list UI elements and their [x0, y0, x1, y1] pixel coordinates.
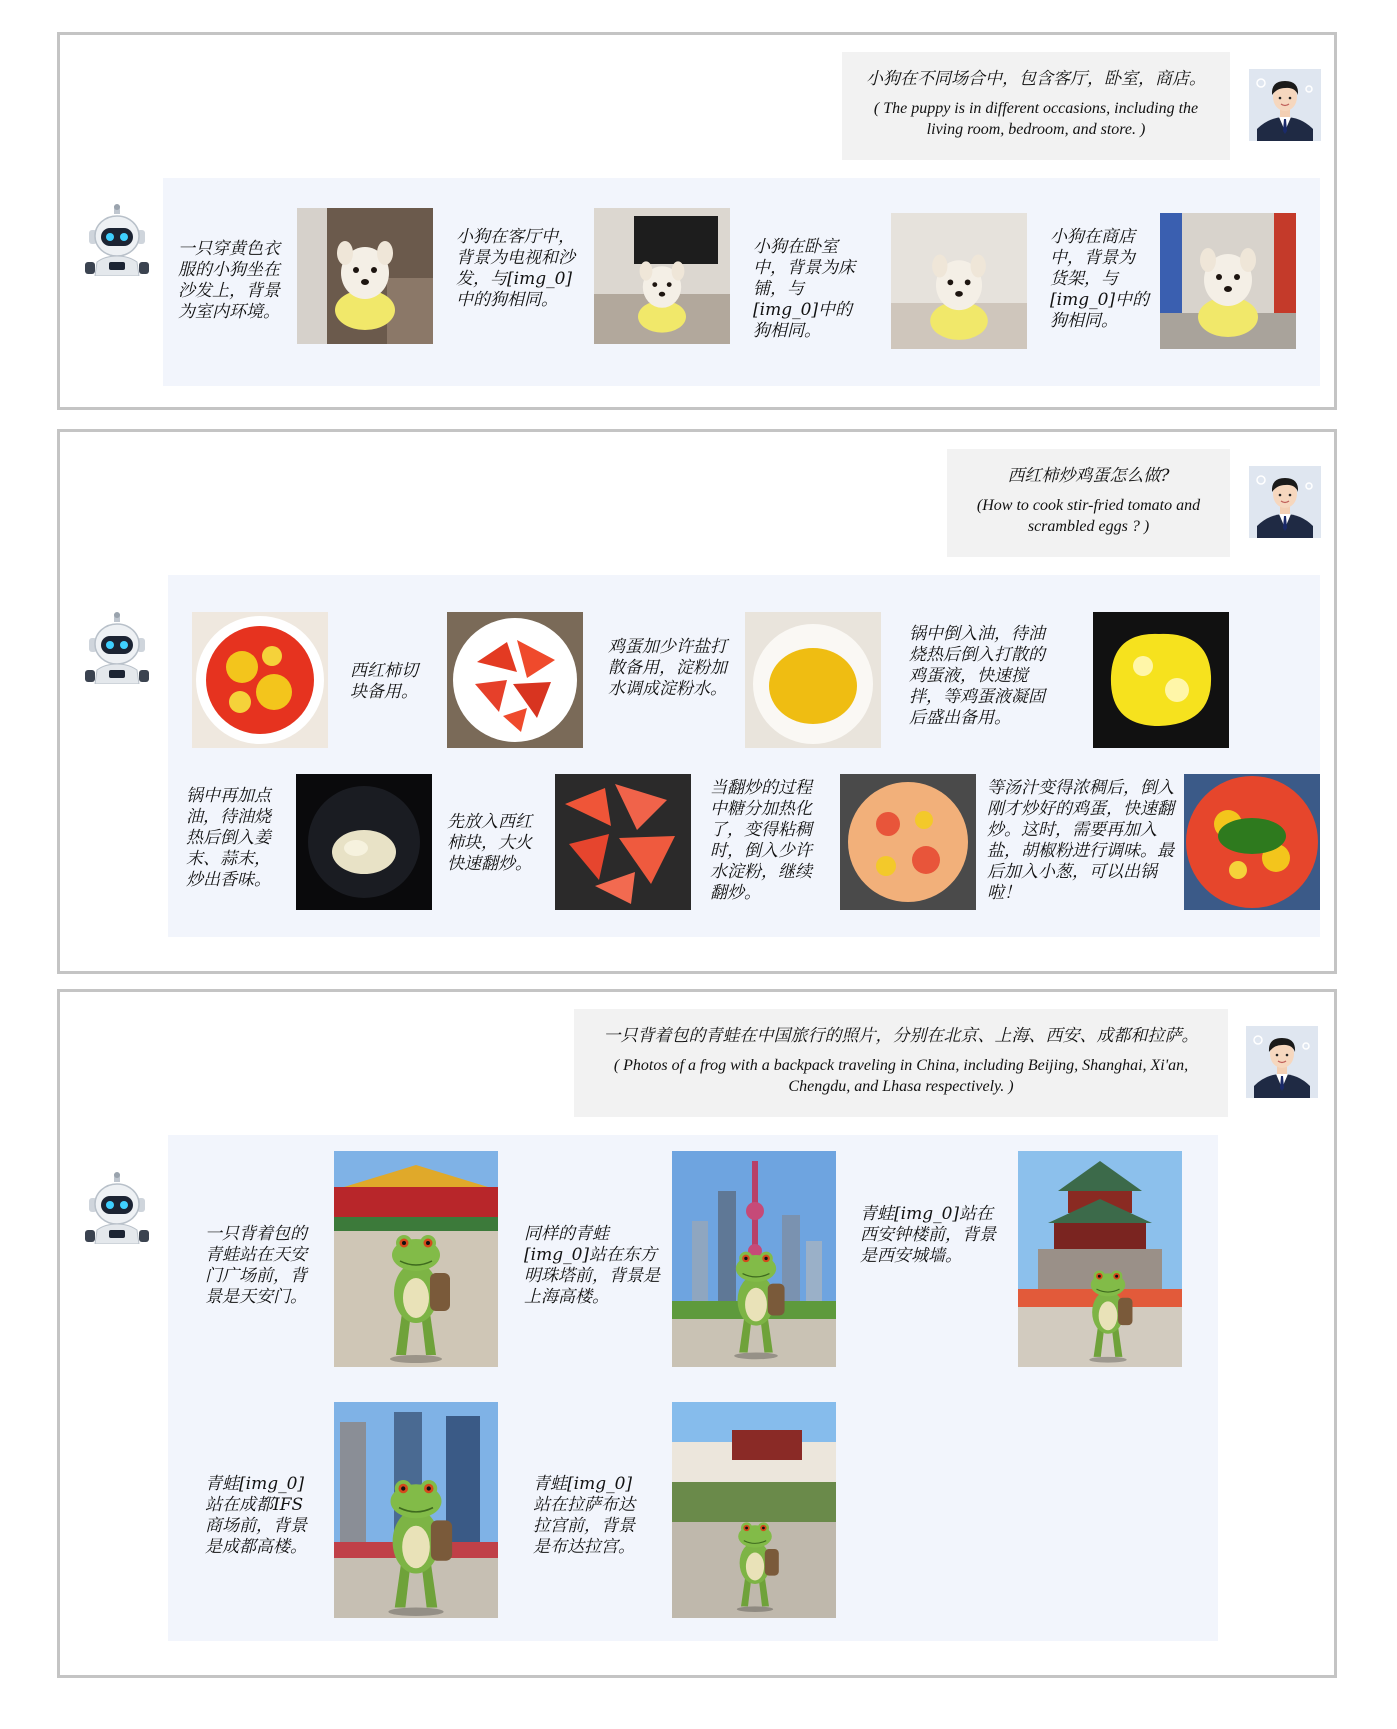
finished-dish-image	[1184, 774, 1320, 910]
reply-caption: 锅中倒入油，待油烧热后倒入打散的鸡蛋液，快速搅拌，等鸡蛋液凝固后盛出备用。	[909, 624, 1045, 728]
robot-avatar-icon	[81, 1172, 153, 1244]
reply-caption: 当翻炒的过程中糖分加热化了，变得粘稠时，倒入少许水淀粉，继续翻炒。	[710, 778, 812, 903]
user-message-en: ( Photos of a frog with a backpack traveling in China, including Beijing, Shanghai, Xi'an, Chengdu, and Lhasa respectively. )	[613, 1057, 1189, 1095]
example-panel-frog	[57, 989, 1337, 1678]
reply-caption: 青蛙[img_0]站在拉萨布达拉宫前，背景是布达拉宫。	[533, 1474, 635, 1557]
reply-caption: 同样的青蛙[img_0]站在东方明珠塔前，背景是上海高楼。	[524, 1224, 660, 1307]
reply-caption: 西红柿切块备用。	[350, 661, 418, 702]
user-avatar-icon	[1249, 69, 1321, 141]
user-message	[947, 449, 1230, 557]
frog-xian-image	[1018, 1151, 1182, 1367]
frog-beijing-image	[334, 1151, 498, 1367]
user-avatar-icon	[1246, 1026, 1318, 1098]
user-message	[842, 52, 1230, 160]
example-panel-recipe	[57, 429, 1337, 974]
tomato-egg-dish-image	[192, 612, 328, 748]
user-message-en: (How to cook stir-fried tomato and scrambled eggs ? )	[976, 497, 1201, 535]
reply-caption: 等汤汁变得浓稠后，倒入刚才炒好的鸡蛋，快速翻炒。这时，需要再加入盐，胡椒粉进行调味。最后加入小葱，可以出锅啦！	[987, 778, 1174, 903]
reply-caption: 锅中再加点油，待油烧热后倒入姜末、蒜末，炒出香味。	[186, 786, 271, 890]
user-message-zh: 小狗在不同场合中，包含客厅，卧室，商店。	[866, 69, 1206, 89]
reply-caption: 小狗在商店中，背景为货架，与[img_0]中的狗相同。	[1050, 227, 1150, 331]
puppy-sofa-image	[297, 208, 433, 344]
beaten-egg-image	[745, 612, 881, 748]
user-message-zh: 西红柿炒鸡蛋怎么做?	[1007, 466, 1170, 486]
reply-caption: 先放入西红柿块，大火快速翻炒。	[447, 812, 532, 874]
user-message	[574, 1009, 1228, 1117]
chopped-tomato-image	[447, 612, 583, 748]
user-avatar-icon	[1249, 466, 1321, 538]
reply-caption: 小狗在卧室中，背景为床铺，与[img_0]中的狗相同。	[753, 237, 855, 341]
reply-caption: 青蛙[img_0]站在西安钟楼前，背景是西安城墙。	[860, 1204, 996, 1266]
frog-chengdu-image	[334, 1402, 498, 1618]
reply-caption: 一只穿黄色衣服的小狗坐在沙发上，背景为室内环境。	[178, 239, 280, 322]
example-panel-puppy	[57, 32, 1337, 410]
frog-lhasa-image	[672, 1402, 836, 1618]
reply-caption: 一只背着包的青蛙站在天安门广场前，背景是天安门。	[205, 1224, 307, 1307]
puppy-bedroom-image	[891, 213, 1027, 349]
tomato-sauce-pan-image	[840, 774, 976, 910]
user-message-en: ( The puppy is in different occasions, including the living room, bedroom, and store. )	[873, 100, 1199, 138]
robot-avatar-icon	[81, 204, 153, 276]
garlic-oil-pan-image	[296, 774, 432, 910]
reply-caption: 小狗在客厅中，背景为电视和沙发，与[img_0]中的狗相同。	[456, 227, 575, 310]
frog-shanghai-image	[672, 1151, 836, 1367]
puppy-store-image	[1160, 213, 1296, 349]
scrambled-egg-image	[1093, 612, 1229, 748]
tomato-stir-fry-image	[555, 774, 691, 910]
user-message-zh: 一只背着包的青蛙在中国旅行的照片，分别在北京、上海、西安、成都和拉萨。	[603, 1026, 1199, 1046]
reply-caption: 青蛙[img_0]站在成都IFS商场前，背景是成都高楼。	[205, 1474, 307, 1557]
reply-caption: 鸡蛋加少许盐打散备用，淀粉加水调成淀粉水。	[608, 637, 727, 699]
puppy-living-room-image	[594, 208, 730, 344]
robot-avatar-icon	[81, 612, 153, 684]
